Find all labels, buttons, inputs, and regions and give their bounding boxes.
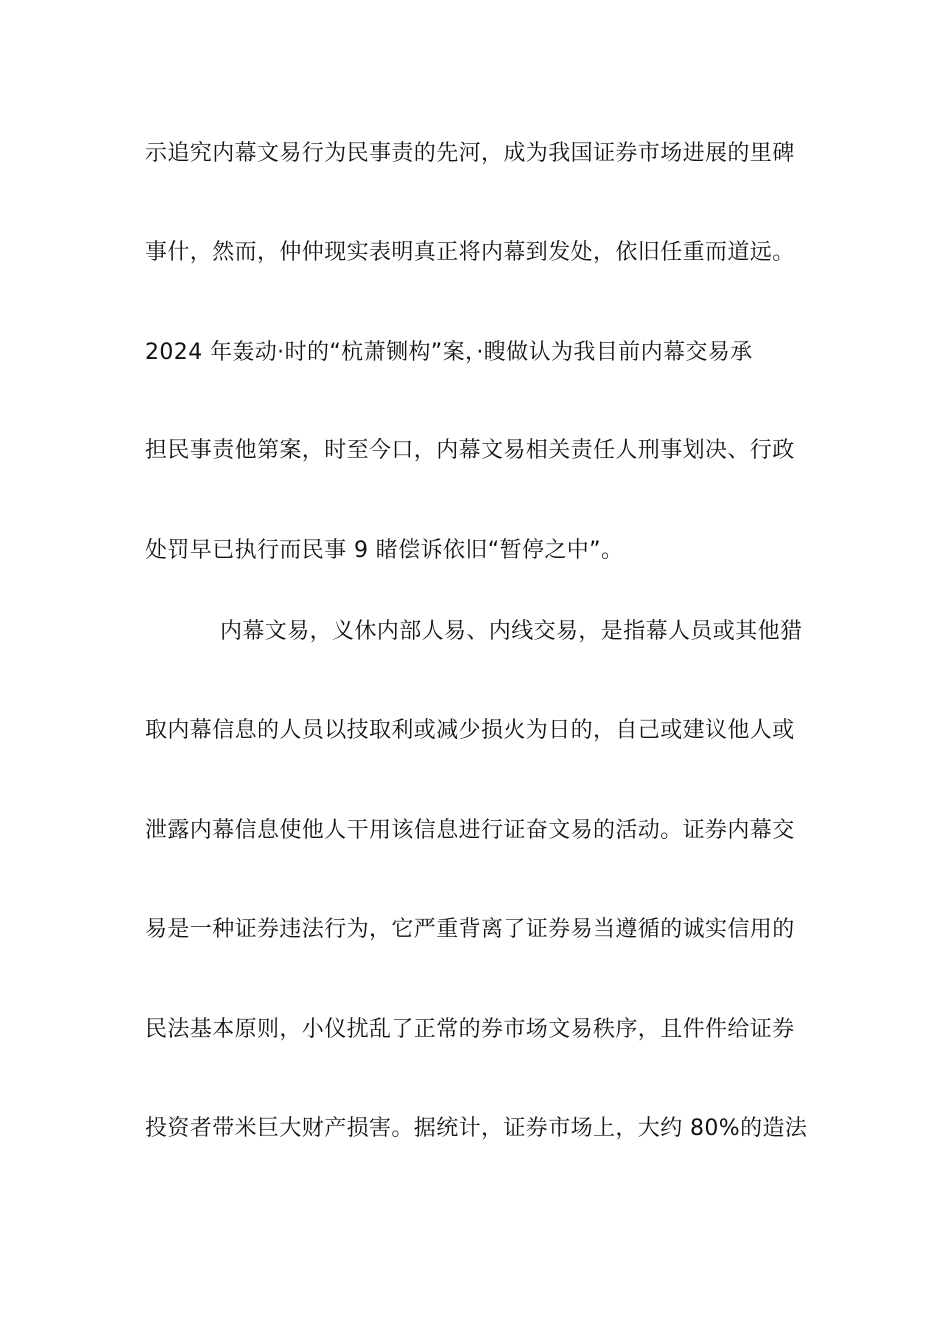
text-line: 泄露内幕信息使他人干用该信息进行证奋文易的活动。证券内幕交	[145, 818, 795, 843]
text-line: 事什，然而，仲仲现实表明真正将内幕到发处，依旧任重而道远。	[145, 240, 795, 265]
text-line: 民法基本原则，小仪扰乱了正常的券市场文易秩序，且件件给证券	[145, 1017, 795, 1042]
text-line: 投资者带米巨大财产损害。据统计，证券市场上，大约 80%的造法	[145, 1116, 808, 1141]
text-line: 示追究内幕文易行为民事责的先河，成为我国证券市场进展的里碑	[145, 141, 795, 166]
paragraph-first-line: 内幕文易，义休内部人易、内线交易，是指幕人员或其他猎	[220, 619, 803, 644]
text-line: 易是一种证券违法行为，它严重背离了证券易当遵循的诚实信用的	[145, 917, 795, 942]
text-line: 担民事责他第案，时至今口，内幕文易相关责任人刑事划决、行政	[145, 438, 795, 463]
text-line: 2024 年轰动·时的“杭萧铡构”案，·瞍做认为我目前内幕交易承	[145, 340, 753, 365]
text-line: 取内幕信息的人员以技取利或减少损火为日的，自己或建议他人或	[145, 718, 795, 743]
text-line: 处罚早已执行而民事 9 睹偿诉依旧“暂停之中”。	[145, 538, 624, 563]
